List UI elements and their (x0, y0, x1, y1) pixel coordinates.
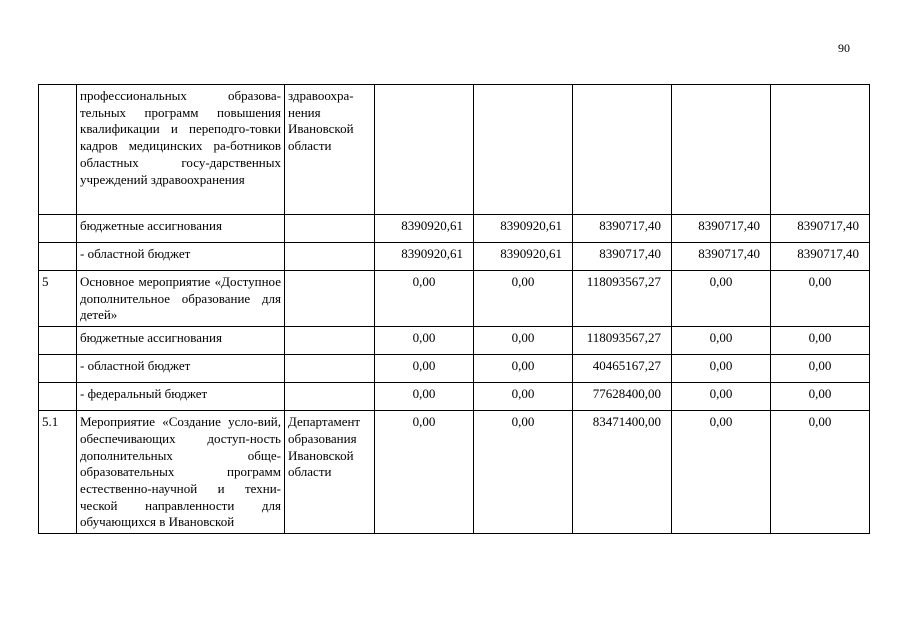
row-value: 0,00 (672, 411, 771, 534)
table-row (39, 243, 870, 271)
row-value: 0,00 (672, 355, 771, 383)
table-row (39, 215, 870, 243)
row-value: 83471400,00 (573, 411, 672, 534)
row-name: профессиональных образова-тельных программ повышения квалификации и переподго-товки кадров медицинских ра-ботников областных госу-дарственных учреждений здравоохранения (77, 85, 285, 215)
row-value (771, 85, 870, 215)
row-value: 0,00 (672, 327, 771, 355)
row-value: 0,00 (375, 327, 474, 355)
row-name: - областной бюджет (77, 243, 285, 271)
row-value (573, 85, 672, 215)
page-number: 90 (838, 41, 850, 55)
row-value: 118093567,27 (573, 327, 672, 355)
row-name: - областной бюджет (77, 355, 285, 383)
table-row (39, 327, 870, 355)
row-value: 0,00 (771, 411, 870, 534)
row-number (39, 383, 77, 411)
row-value: 8390717,40 (771, 215, 870, 243)
row-executor (285, 215, 375, 243)
row-value: 8390920,61 (474, 243, 573, 271)
table-row (39, 411, 870, 534)
row-name: бюджетные ассигнования (77, 327, 285, 355)
row-name: Мероприятие «Создание усло-вий, обеспечивающих доступ-ность дополнительных обще-образовательных программ естественно-научной и техни-ческой направленности для обучающихся в Ивановской (77, 411, 285, 534)
row-value: 0,00 (672, 271, 771, 327)
row-value: 0,00 (771, 327, 870, 355)
table-row (39, 85, 870, 215)
row-number (39, 215, 77, 243)
row-value: 77628400,00 (573, 383, 672, 411)
row-value: 8390717,40 (771, 243, 870, 271)
row-value (375, 85, 474, 215)
table-row (39, 383, 870, 411)
row-value: 0,00 (375, 411, 474, 534)
row-number: 5 (39, 271, 77, 327)
row-executor (285, 271, 375, 327)
row-value: 0,00 (771, 383, 870, 411)
row-executor (285, 355, 375, 383)
row-value: 0,00 (474, 355, 573, 383)
row-value: 8390717,40 (672, 215, 771, 243)
row-value: 0,00 (474, 383, 573, 411)
row-value: 8390920,61 (375, 215, 474, 243)
row-value: 8390717,40 (672, 243, 771, 271)
row-executor: здравоохра-нения Ивановской области (285, 85, 375, 215)
row-value: 0,00 (771, 271, 870, 327)
row-number: 5.1 (39, 411, 77, 534)
row-value: 40465167,27 (573, 355, 672, 383)
row-value: 0,00 (771, 355, 870, 383)
row-value: 8390920,61 (474, 215, 573, 243)
row-name: Основное мероприятие «Доступное дополнительное образование для детей» (77, 271, 285, 327)
row-value: 0,00 (474, 411, 573, 534)
row-value: 0,00 (672, 383, 771, 411)
row-value (474, 85, 573, 215)
row-number (39, 355, 77, 383)
row-executor (285, 243, 375, 271)
table-row (39, 355, 870, 383)
row-value: 8390717,40 (573, 215, 672, 243)
row-value (672, 85, 771, 215)
row-number (39, 243, 77, 271)
table-row (39, 271, 870, 327)
row-value: 0,00 (375, 355, 474, 383)
row-value: 8390920,61 (375, 243, 474, 271)
row-name: - федеральный бюджет (77, 383, 285, 411)
row-executor: Департамент образования Ивановской области (285, 411, 375, 534)
row-name: бюджетные ассигнования (77, 215, 285, 243)
row-executor (285, 327, 375, 355)
budget-table (38, 84, 870, 534)
row-value: 0,00 (474, 327, 573, 355)
row-value: 8390717,40 (573, 243, 672, 271)
row-value: 0,00 (375, 383, 474, 411)
row-value: 118093567,27 (573, 271, 672, 327)
row-number (39, 85, 77, 215)
row-value: 0,00 (474, 271, 573, 327)
row-value: 0,00 (375, 271, 474, 327)
row-number (39, 327, 77, 355)
row-executor (285, 383, 375, 411)
